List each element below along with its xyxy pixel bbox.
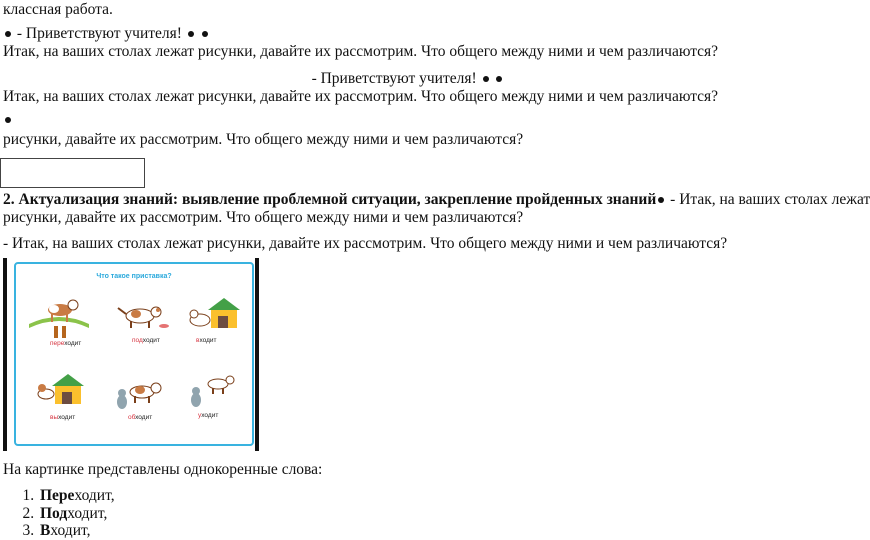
picture-word: подходит [132,337,160,344]
text-line-3: Итак, на ваших столах лежат рисунки, давайте их рассмотрим. Что общего между ними и чем различаются? [3,43,719,60]
greeting-centered-line [0,70,816,88]
worksheet-picture [3,258,259,451]
picture-word: обходит [128,414,153,421]
picture-word: выходит [50,414,76,421]
section-tail: - Итак, на ваших столах лежат [666,191,870,208]
picture-cell [108,292,178,352]
picture-cell [106,374,176,434]
list-item: 3. Входит, [38,522,115,540]
bullet-icon [496,76,502,82]
empty-box [0,158,145,188]
greeting-line [3,25,210,43]
picture-word: входит [196,337,217,344]
greeting-centered-text: - Приветствуют учителя! [311,70,477,87]
picture-cell [36,372,106,432]
bullet-icon [5,31,11,37]
word-list [0,487,115,540]
text-line-1: классная работа. [3,1,113,18]
caption-line: На картинке представлены однокоренные слова: [3,461,323,478]
bullet-icon [188,31,194,37]
list-item: 1. Переходит, [38,487,115,505]
bullet-line [3,111,13,129]
picture-cell [24,292,94,352]
bullet-icon [5,117,11,123]
section-description: выявление проблемной ситуации, закрепление пройденных знаний [178,191,657,208]
picture-cell [182,292,252,352]
text-line-7: рисунки, давайте их рассмотрим. Что общего между ними и чем различаются? [3,131,524,148]
picture-card [14,262,254,446]
dog-under-icon [108,292,178,342]
list-item: 2. Подходит, [38,505,115,523]
dog-on-bridge-icon [24,292,94,342]
text-line-5: Итак, на ваших столах лежат рисунки, давайте их рассмотрим. Что общего между ними и чем различаются? [3,88,719,105]
dog-enters-house-icon [182,292,252,342]
picture-word: уходит [198,412,219,419]
picture-title: Что такое приставка? [96,273,172,280]
bullet-icon [658,197,664,203]
section-heading [3,191,870,209]
section-title: 2. Актуализация знаний: [3,191,179,208]
picture-word: переходит [50,340,82,347]
bullet-icon [202,31,208,37]
greeting-text: - Приветствуют учителя! [16,25,182,42]
bullet-icon [483,76,489,82]
text-line-9: рисунки, давайте их рассмотрим. Что общего между ними и чем различаются? [3,209,524,226]
picture-cell [182,370,252,430]
text-line-10: - Итак, на ваших столах лежат рисунки, давайте их рассмотрим. Что общего между ними и чем различаются? [3,235,728,252]
